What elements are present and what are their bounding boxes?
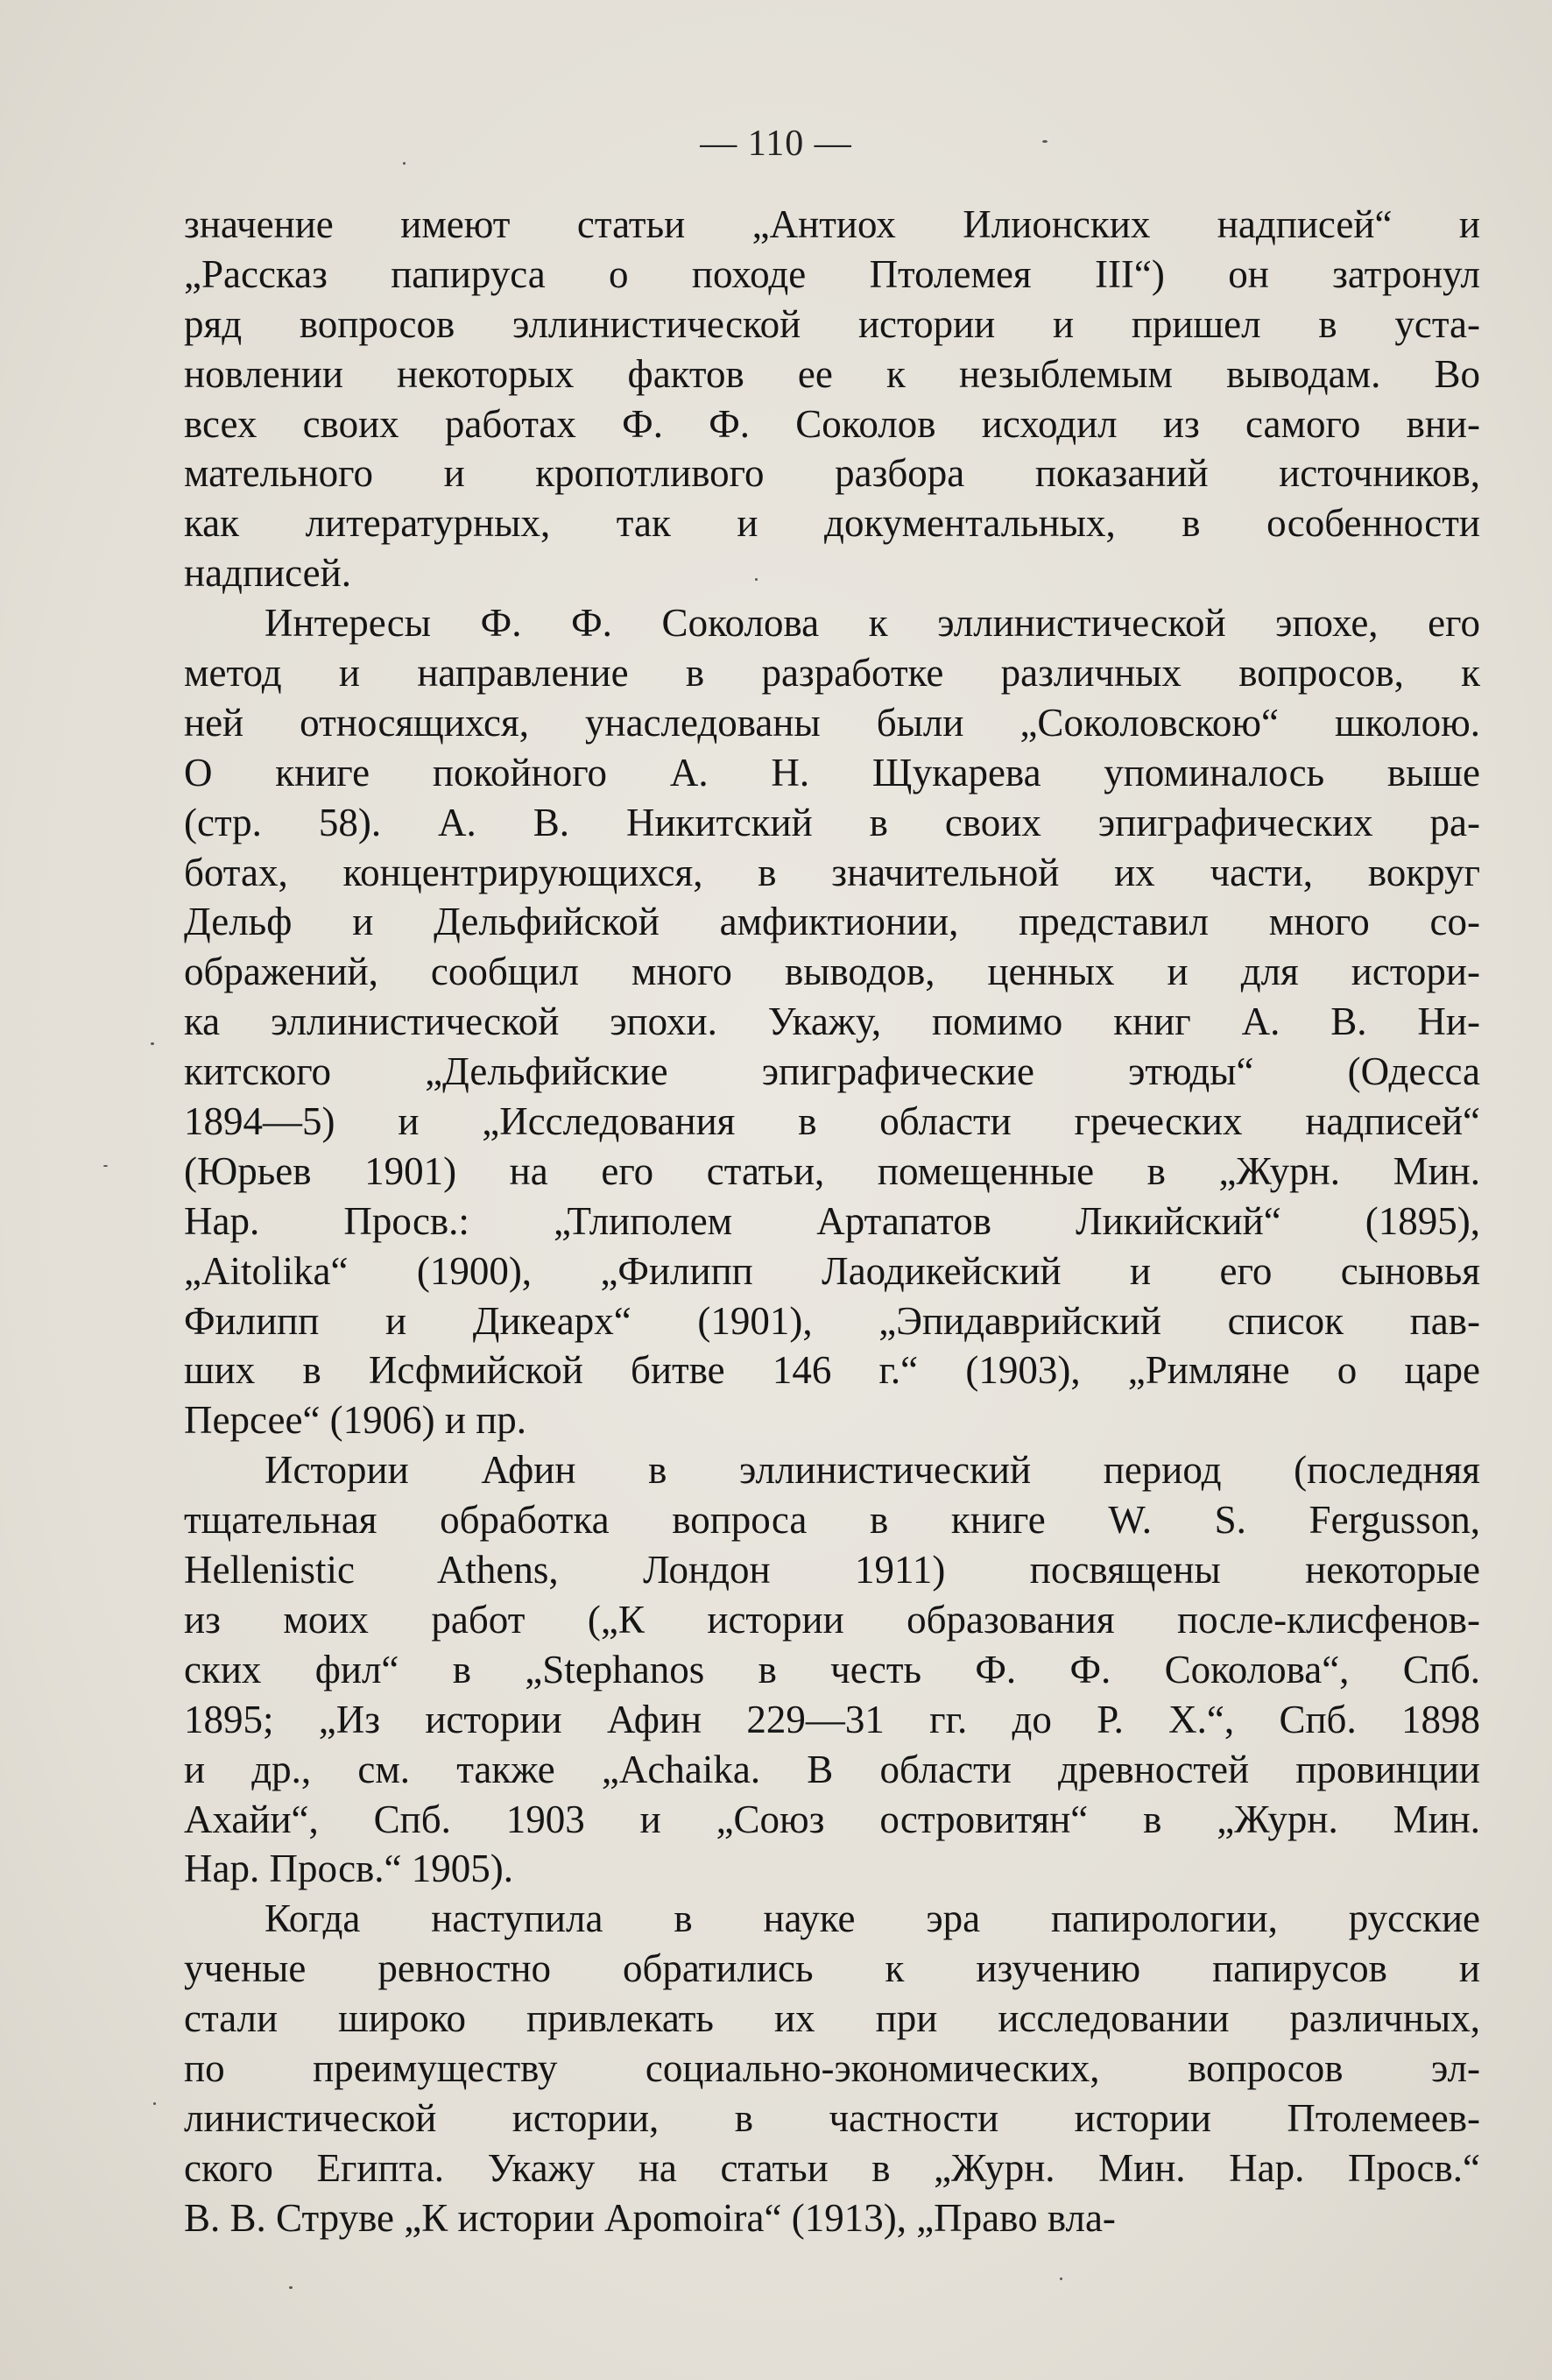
text-line: из моих работ („К истории образования после-клисфенов- [184,1597,1480,1642]
text-line: Нар. Просв.: „Тлиполем Артапатов Ликийский“ (1895), [184,1198,1480,1243]
text-line: ских фил“ в „Stephanos в честь Ф. Ф. Соколова“, Спб. [184,1647,1480,1691]
text-line: Интересы Ф. Ф. Соколова к эллинистической эпохе, его [265,601,1480,646]
text-line: 1895; „Из истории Афин 229—31 гг. до Р. Х.“, Спб. 1898 [184,1697,1480,1741]
text-line: 1894—5) и „Исследования в области греческих надписей“ [184,1099,1480,1144]
paper-speck [151,1042,154,1045]
paper-speck [289,2286,293,2289]
text-line: по преимуществу социально-экономических, вопросов эл- [184,2045,1480,2090]
body-text [184,200,1480,2243]
text-line: значение имеют статьи „Антиох Илионских надписей“ и [184,202,1480,246]
text-line: Персее“ (1906) и пр. [184,1398,527,1443]
text-line: „Aitolika“ (1900), „Филипп Лаодикейский и его сыновья [184,1248,1480,1293]
text-line: китского „Дельфийские эпиграфические этюды“ (Одесса [184,1049,1480,1094]
text-line: Филипп и Дикеарх“ (1901), „Эпидаврийский список пав- [184,1298,1480,1343]
text-line: и др., см. также „Achaika. В области древностей провинции [184,1747,1480,1791]
text-line: ряд вопросов эллинистической истории и пришел в уста- [184,301,1480,346]
text-line: ней относящихся, унаследованы были „Соколовскою“ школою. [184,700,1480,745]
text-line: Hellenistic Athens, Лондон 1911) посвящены некоторые [184,1548,1480,1593]
text-line: ших в Исфмийской битве 146 г.“ (1903), „Римляне о царе [184,1348,1480,1393]
text-line: линистической истории, в частности истории Птолемеев- [184,2095,1480,2140]
text-line: всех своих работах Ф. Ф. Соколов исходил из самого вни- [184,401,1480,446]
paper-speck [755,578,758,581]
text-line: мательного и кропотливого разбора показаний источников, [184,451,1480,496]
text-line: В. В. Струве „К истории Apomoira“ (1913), „Право вла- [184,2195,1116,2240]
text-line: ботах, концентрирующихся, в значительной их части, вокруг [184,850,1480,894]
text-line: стали широко привлекать их при исследовании различных, [184,1996,1480,2041]
text-line: ка эллинистической эпохи. Укажу, помимо книг А. В. Ни- [184,999,1480,1044]
text-line: Истории Афин в эллинистический период (последняя [265,1448,1480,1493]
paper-speck [1042,140,1048,143]
text-line: метод и направление в разработке различных вопросов, к [184,651,1480,696]
paper-speck [403,162,406,165]
page-number: — 110 — [700,124,852,164]
text-line: Когда наступила в науке эра папирологии, русские [265,1896,1480,1941]
text-line: новлении некоторых фактов ее к незыблемым выводам. Во [184,351,1480,396]
text-line: (стр. 58). А. В. Никитский в своих эпиграфических ра- [184,800,1480,844]
text-line: ображений, сообщил много выводов, ценных и для истори- [184,950,1480,994]
text-line: Ахайи“, Спб. 1903 и „Союз островитян“ в „Журн. Мин. [184,1797,1480,1841]
text-line: тщательная обработка вопроса в книге W. S. Fergusson, [184,1498,1480,1543]
text-line: „Рассказ папируса о походе Птолемея III“) он затронул [184,251,1480,296]
paper-speck [103,1165,108,1167]
text-line: О книге покойного А. Н. Щукарева упоминалось выше [184,750,1480,795]
text-line: ского Египта. Укажу на статьи в „Журн. Мин. Нар. Просв.“ [184,2145,1480,2190]
text-line: Нар. Просв.“ 1905). [184,1847,514,1891]
text-line: надписей. [184,551,351,596]
text-line: Дельф и Дельфийской амфиктионии, представил много со- [184,900,1480,944]
text-line: (Юрьев 1901) на его статьи, помещенные в „Журн. Мин. [184,1148,1480,1193]
text-line: ученые ревностно обратились к изучению папирусов и [184,1946,1480,1991]
paper-speck [1060,2278,1062,2280]
paper-speck [153,2102,156,2105]
text-line: как литературных, так и документальных, в особенности [184,501,1480,546]
